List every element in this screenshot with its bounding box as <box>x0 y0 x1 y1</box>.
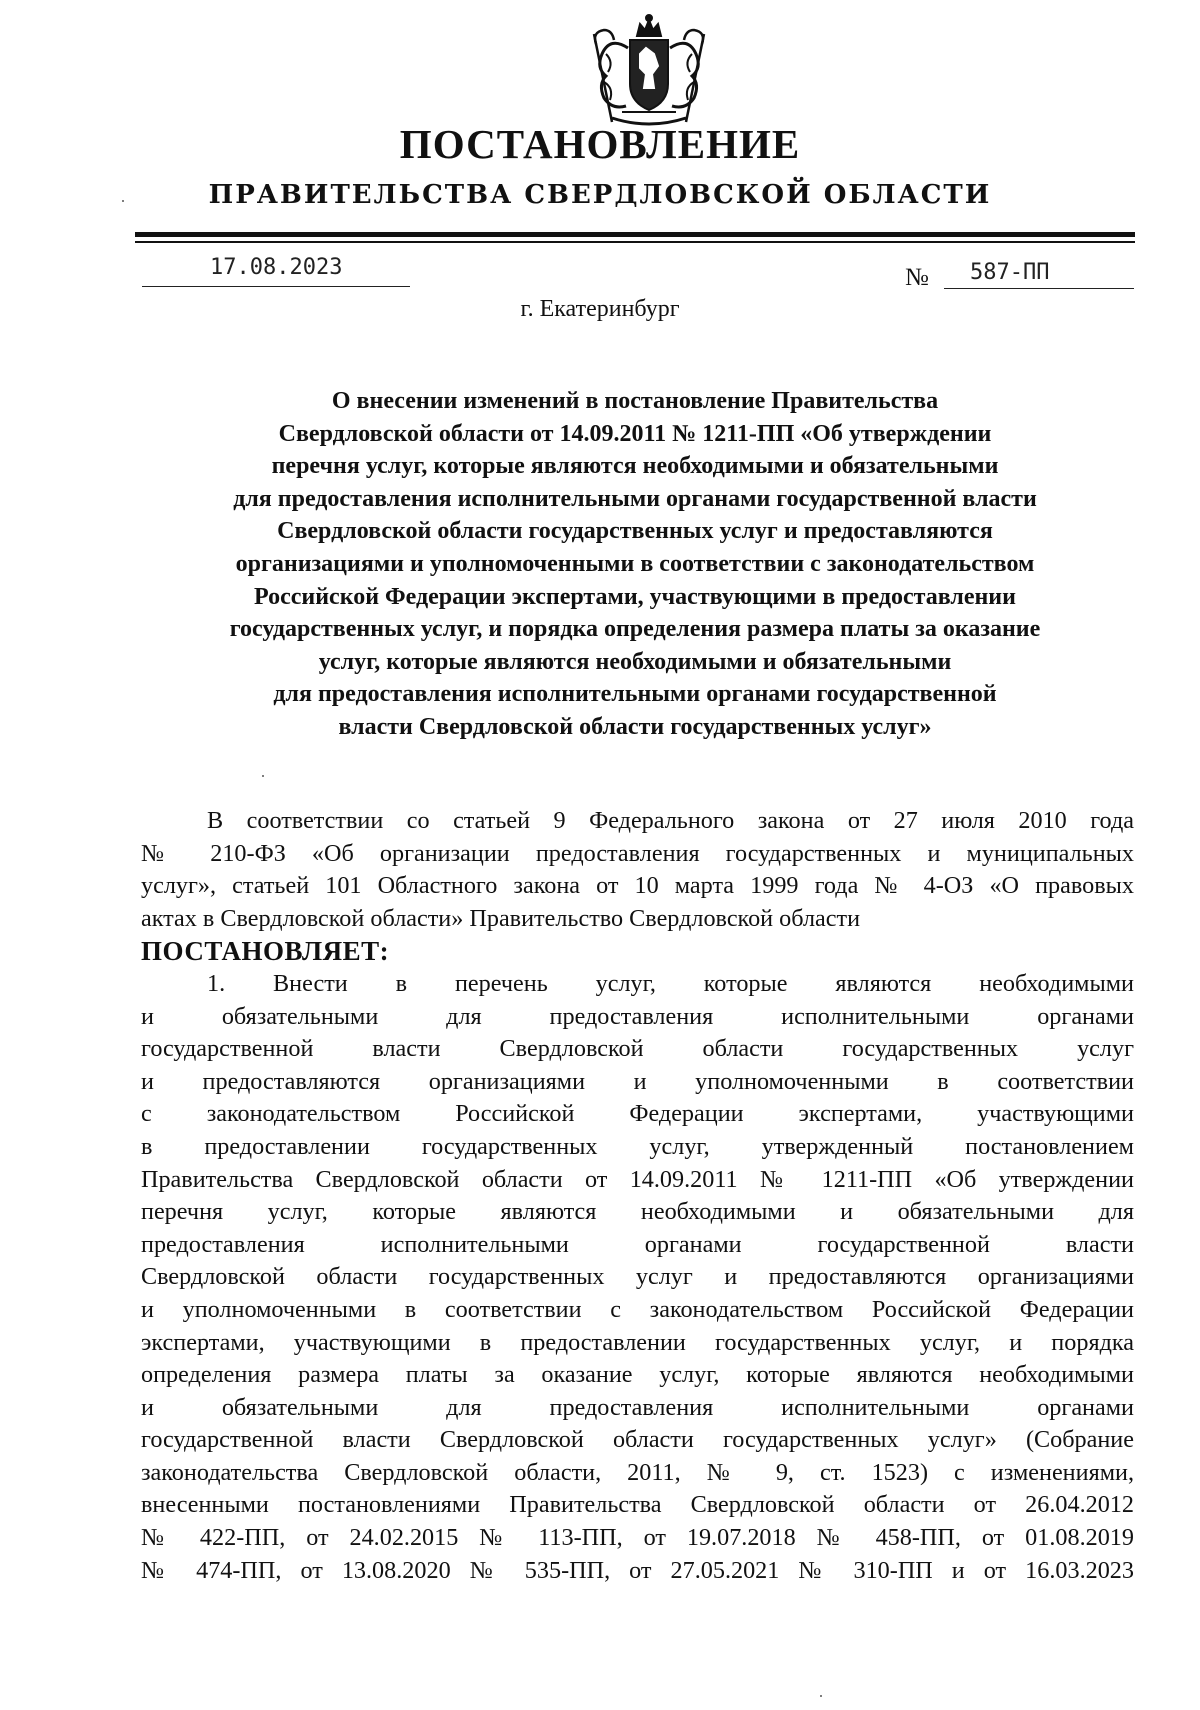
header-rule-thick <box>135 232 1135 237</box>
subject-line: Российской Федерации экспертами, участвующими в предоставлении <box>254 583 1016 610</box>
number-sign: № <box>905 264 929 291</box>
item-line: и предоставляются организациями и уполномоченными в соответствии <box>141 1067 1134 1095</box>
city-line: г. Екатеринбург <box>520 296 680 322</box>
item-line: государственной власти Свердловской области государственных услуг <box>141 1035 1134 1063</box>
preamble-line: услуг», статьей 101 Областного закона от 10 марта 1999 года № 4-ОЗ «О правовых <box>141 872 1134 900</box>
subject-line: услуг, которые являются необходимыми и обязательными <box>318 648 952 675</box>
subject-line: для предоставления исполнительными органами государственной власти <box>233 485 1037 512</box>
subject-line: государственных услуг, и порядка определения размера платы за оказание <box>229 616 1041 643</box>
number-underline <box>944 288 1134 289</box>
subject-line: власти Свердловской области государственных услуг» <box>338 713 932 740</box>
item-line: № 422-ПП, от 24.02.2015 № 113-ПП, от 19.07.2018 № 458-ПП, от 01.08.2019 <box>141 1524 1134 1552</box>
preamble-line: актах в Свердловской области» Правительство Свердловской области <box>141 904 861 932</box>
item-line: с законодательством Российской Федерации экспертами, участвующими <box>141 1100 1134 1128</box>
coat-of-arms-icon <box>582 14 716 130</box>
item-line: № 474-ПП, от 13.08.2020 № 535-ПП, от 27.05.2021 № 310-ПП и от 16.03.2023 <box>141 1556 1134 1584</box>
item-line: внесенными постановлениями Правительства Свердловской области от 26.04.2012 <box>141 1491 1134 1519</box>
document-subject <box>130 385 1140 744</box>
item-line: экспертами, участвующими в предоставлении государственных услуг, и порядка <box>141 1328 1134 1356</box>
subject-line: О внесении изменений в постановление Правительства <box>331 388 939 414</box>
item-line: государственной власти Свердловской области государственных услуг» (Собрание <box>141 1426 1134 1454</box>
scan-speck <box>820 1695 822 1697</box>
preamble-line: № 210-ФЗ «Об организации предоставления государственных и муниципальных <box>141 839 1134 867</box>
scan-speck <box>262 775 264 777</box>
item-line: Правительства Свердловской области от 14.09.2011 № 1211-ПП «Об утверждении <box>141 1165 1134 1193</box>
subject-line: перечня услуг, которые являются необходимыми и обязательными <box>271 453 999 480</box>
decree-word: ПОСТАНОВЛЯЕТ: <box>141 936 390 967</box>
item-line: и обязательными для предоставления исполнительными органами <box>141 1393 1134 1421</box>
subject-line: организациями и уполномоченными в соответствии с законодательством <box>235 550 1035 577</box>
item-line: определения размера платы за оказание услуг, которые являются необходимыми <box>141 1361 1134 1389</box>
document-body <box>141 805 1134 1587</box>
document-number: 587-ПП <box>970 260 1050 285</box>
header-rule-thin <box>135 241 1135 243</box>
date-underline <box>142 286 410 287</box>
item-line: предоставления исполнительными органами государственной власти <box>141 1230 1134 1258</box>
subject-line: для предоставления исполнительными органами государственной <box>273 681 997 708</box>
item-line: и уполномоченными в соответствии с законодательством Российской Федерации <box>141 1295 1134 1323</box>
item-line: перечня услуг, которые являются необходимыми и обязательными для <box>141 1198 1134 1226</box>
document-type-title: ПОСТАНОВЛЕНИЕ <box>399 121 801 167</box>
item-line: 1. Внести в перечень услуг, которые являются необходимыми <box>207 969 1134 997</box>
item-line: Свердловской области государственных услуг и предоставляются организациями <box>141 1263 1134 1291</box>
item-line: в предоставлении государственных услуг, утвержденный постановлением <box>141 1132 1134 1160</box>
item-line: и обязательными для предоставления исполнительными органами <box>141 1002 1134 1030</box>
item-line: законодательства Свердловской области, 2011, № 9, ст. 1523) с изменениями, <box>141 1458 1134 1486</box>
scan-speck <box>122 200 124 202</box>
issuer-title: ПРАВИТЕЛЬСТВА СВЕРДЛОВСКОЙ ОБЛАСТИ <box>208 180 992 210</box>
document-date: 17.08.2023 <box>210 255 343 280</box>
subject-line: Свердловской области государственных услуг и предоставляются <box>277 518 993 545</box>
preamble-line: В соответствии со статьей 9 Федерального закона от 27 июля 2010 года <box>207 807 1134 834</box>
subject-line: Свердловской области от 14.09.2011 № 1211-ПП «Об утверждении <box>278 420 992 447</box>
